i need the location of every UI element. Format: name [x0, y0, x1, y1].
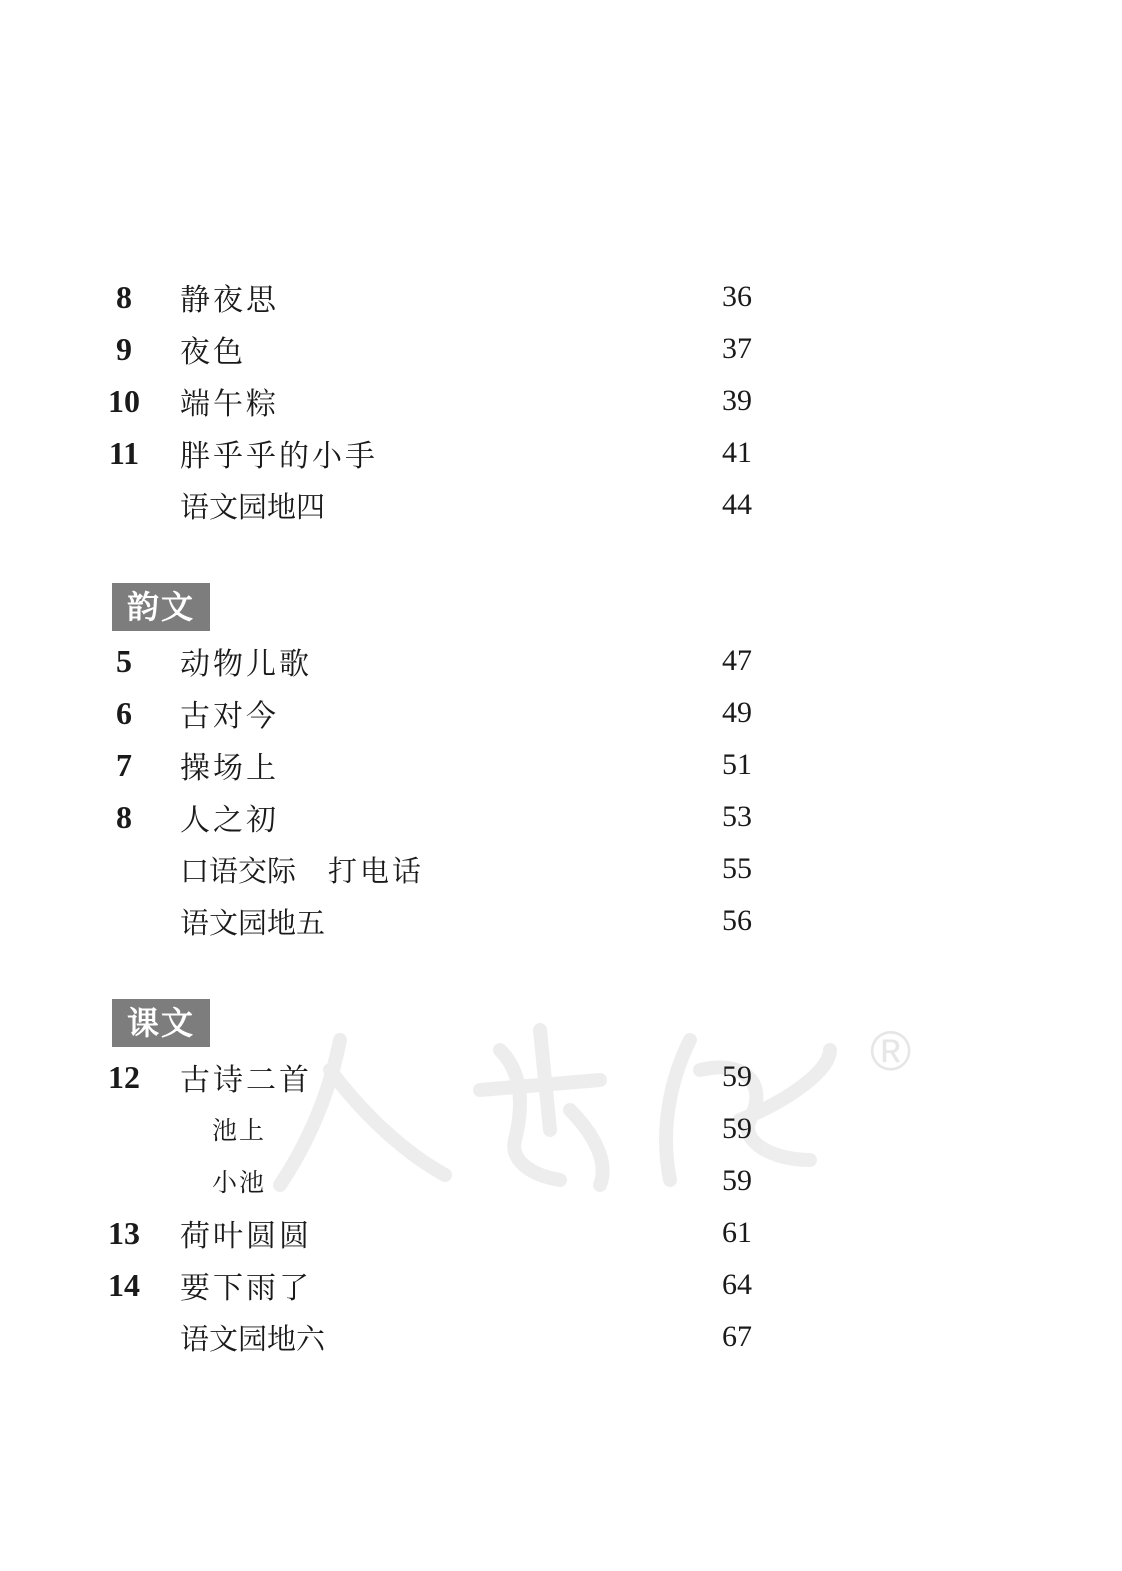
lesson-number: 5 — [116, 642, 132, 679]
leader-dots — [318, 1265, 714, 1305]
lesson-title: 语文园地四 — [180, 489, 326, 524]
toc-entry[interactable] — [100, 901, 752, 941]
lesson-title: 人之初 — [180, 803, 279, 838]
lesson-number: 11 — [108, 434, 140, 471]
toc-entry[interactable] — [100, 1213, 752, 1253]
lesson-number: 8 — [116, 798, 132, 835]
toc-entry[interactable] — [100, 1161, 752, 1201]
lesson-title: 语文园地六 — [180, 1321, 326, 1356]
page-number: 37 — [722, 332, 752, 365]
page-number: 59 — [722, 1060, 752, 1093]
registered-mark: ® — [870, 1019, 912, 1082]
lesson-number: 12 — [108, 1058, 140, 1095]
page-number: 51 — [722, 748, 752, 781]
leader-dots — [318, 641, 714, 681]
page-number: 44 — [722, 488, 752, 521]
page-number: 61 — [722, 1216, 752, 1249]
lesson-title: 胖乎乎的小手 — [180, 439, 378, 474]
page-number: 41 — [722, 436, 752, 469]
page-number: 36 — [722, 280, 752, 313]
lesson-number: 8 — [116, 278, 132, 315]
lesson-title: 古对今 — [180, 699, 279, 734]
leader-dots — [285, 277, 714, 317]
toc-entry[interactable] — [100, 1265, 752, 1305]
toc-entry[interactable] — [100, 433, 752, 473]
lesson-title: 静夜思 — [180, 283, 279, 318]
section-heading-yunwen: 韵文 — [112, 583, 210, 631]
leader-dots — [318, 1057, 714, 1097]
lesson-title: 荷叶圆圆 — [180, 1219, 312, 1254]
lesson-title: 古诗二首 — [180, 1063, 312, 1098]
toc-entry[interactable] — [100, 693, 752, 733]
lesson-title-part: 口语交际 — [180, 853, 297, 888]
lesson-number: 9 — [116, 330, 132, 367]
leader-dots — [384, 433, 714, 473]
leader-dots — [285, 693, 714, 733]
leader-dots — [285, 797, 714, 837]
page-number: 39 — [722, 384, 752, 417]
leader-dots — [318, 1213, 714, 1253]
leader-dots — [252, 329, 714, 369]
lesson-number: 7 — [116, 746, 132, 783]
lesson-title: 语文园地五 — [180, 905, 326, 940]
lesson-number: 14 — [108, 1266, 140, 1303]
lesson-title: 要下雨了 — [180, 1271, 312, 1306]
page-number: 49 — [722, 696, 752, 729]
leader-dots — [285, 745, 714, 785]
leader-dots — [272, 1161, 714, 1201]
toc-entry[interactable] — [100, 641, 752, 681]
page-number: 59 — [722, 1164, 752, 1197]
page-number: 53 — [722, 800, 752, 833]
page-number: 56 — [722, 904, 752, 937]
leader-dots — [272, 1109, 714, 1149]
page-number: 55 — [722, 852, 752, 885]
page-number: 59 — [722, 1112, 752, 1145]
lesson-number: 13 — [108, 1214, 140, 1251]
page-number: 47 — [722, 644, 752, 677]
poem-title: 小池 — [212, 1168, 267, 1197]
page-number: 67 — [722, 1320, 752, 1353]
lesson-title-topic: 打电话 — [328, 853, 425, 888]
toc-entry[interactable] — [100, 745, 752, 785]
toc-entry[interactable] — [100, 329, 752, 369]
toc-entry[interactable] — [100, 797, 752, 837]
toc-entry[interactable] — [100, 277, 752, 317]
leader-dots — [331, 901, 714, 941]
toc-entry[interactable] — [100, 1317, 752, 1357]
toc-entry[interactable] — [100, 1109, 752, 1149]
toc-entry[interactable] — [100, 381, 752, 421]
poem-title: 池上 — [212, 1116, 267, 1145]
section-heading-kewen: 课文 — [112, 999, 210, 1047]
leader-dots — [430, 849, 714, 889]
toc-entry[interactable] — [100, 1057, 752, 1097]
lesson-title — [180, 849, 424, 890]
toc-entry[interactable] — [100, 849, 752, 889]
lesson-title: 端午粽 — [180, 387, 279, 422]
lesson-title: 动物儿歌 — [180, 647, 312, 682]
leader-dots — [285, 381, 714, 421]
lesson-title: 操场上 — [180, 751, 279, 786]
lesson-number: 10 — [108, 382, 140, 419]
leader-dots — [331, 485, 714, 525]
leader-dots — [331, 1317, 714, 1357]
toc-entry[interactable] — [100, 485, 752, 525]
lesson-number: 6 — [116, 694, 132, 731]
lesson-title: 夜色 — [180, 335, 246, 370]
page-number: 64 — [722, 1268, 752, 1301]
